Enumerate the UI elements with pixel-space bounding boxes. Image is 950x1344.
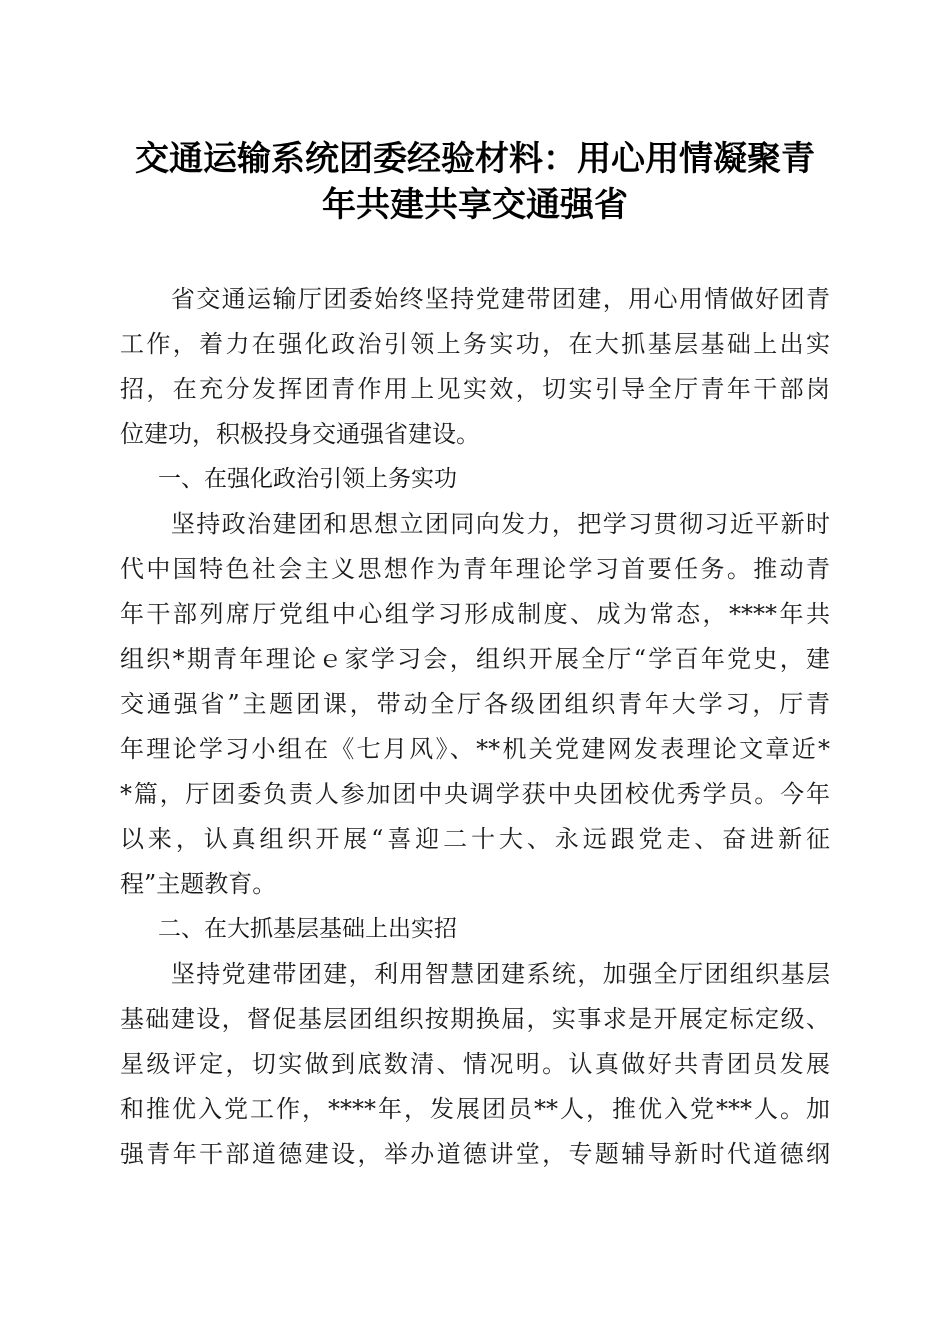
section-1-line-9: 程”主题教育。 bbox=[120, 870, 277, 898]
section-1-line-4: 组织*期青年理论ｅ家学习会，组织开展全厅“学百年党史，建 bbox=[120, 645, 830, 673]
section-2-line-2: 基础建设，督促基层团组织按期换届，实事求是开展定标定级、 bbox=[120, 1005, 830, 1033]
document-title-line-1: 交通运输系统团委经验材料：用心用情凝聚青 bbox=[135, 139, 815, 179]
section-1-line-2: 代中国特色社会主义思想作为青年理论学习首要任务。推动青 bbox=[120, 555, 830, 583]
section-1-line-7: *篇，厅团委负责人参加团中央调学获中央团校优秀学员。今年 bbox=[120, 780, 830, 808]
section-1-line-3: 年干部列席厅党组中心组学习形成制度、成为常态，****年共 bbox=[120, 600, 830, 628]
section-2-line-4: 和推优入党工作，****年，发展团员**人，推优入党***人。加 bbox=[120, 1095, 830, 1123]
section-2-heading: 二、在大抓基层基础上出实招 bbox=[158, 916, 457, 942]
document-title-line-2: 年共建共享交通强省 bbox=[322, 185, 628, 225]
section-1-line-6: 年理论学习小组在《七月风》、**机关党建网发表理论文章近* bbox=[120, 735, 830, 763]
section-1-line-5: 交通强省”主题团课，带动全厅各级团组织青年大学习，厅青 bbox=[120, 690, 830, 718]
section-1-line-1: 坚持政治建团和思想立团同向发力，把学习贯彻习近平新时 bbox=[120, 510, 830, 538]
section-1-line-8: 以来，认真组织开展“喜迎二十大、永远跟党走、奋进新征 bbox=[120, 825, 830, 853]
section-1-heading: 一、在强化政治引领上务实功 bbox=[158, 466, 457, 492]
intro-line-2: 工作，着力在强化政治引领上务实功，在大抓基层基础上出实 bbox=[120, 330, 830, 358]
section-2-line-3: 星级评定，切实做到底数清、情况明。认真做好共青团员发展 bbox=[120, 1050, 830, 1078]
intro-line-3: 招，在充分发挥团青作用上见实效，切实引导全厅青年干部岗 bbox=[120, 375, 830, 403]
intro-line-4: 位建功，积极投身交通强省建设。 bbox=[120, 420, 480, 448]
section-2-line-5: 强青年干部道德建设，举办道德讲堂，专题辅导新时代道德纲 bbox=[120, 1140, 830, 1168]
intro-line-1: 省交通运输厅团委始终坚持党建带团建，用心用情做好团青 bbox=[120, 285, 830, 313]
section-2-line-1: 坚持党建带团建，利用智慧团建系统，加强全厅团组织基层 bbox=[120, 960, 830, 988]
